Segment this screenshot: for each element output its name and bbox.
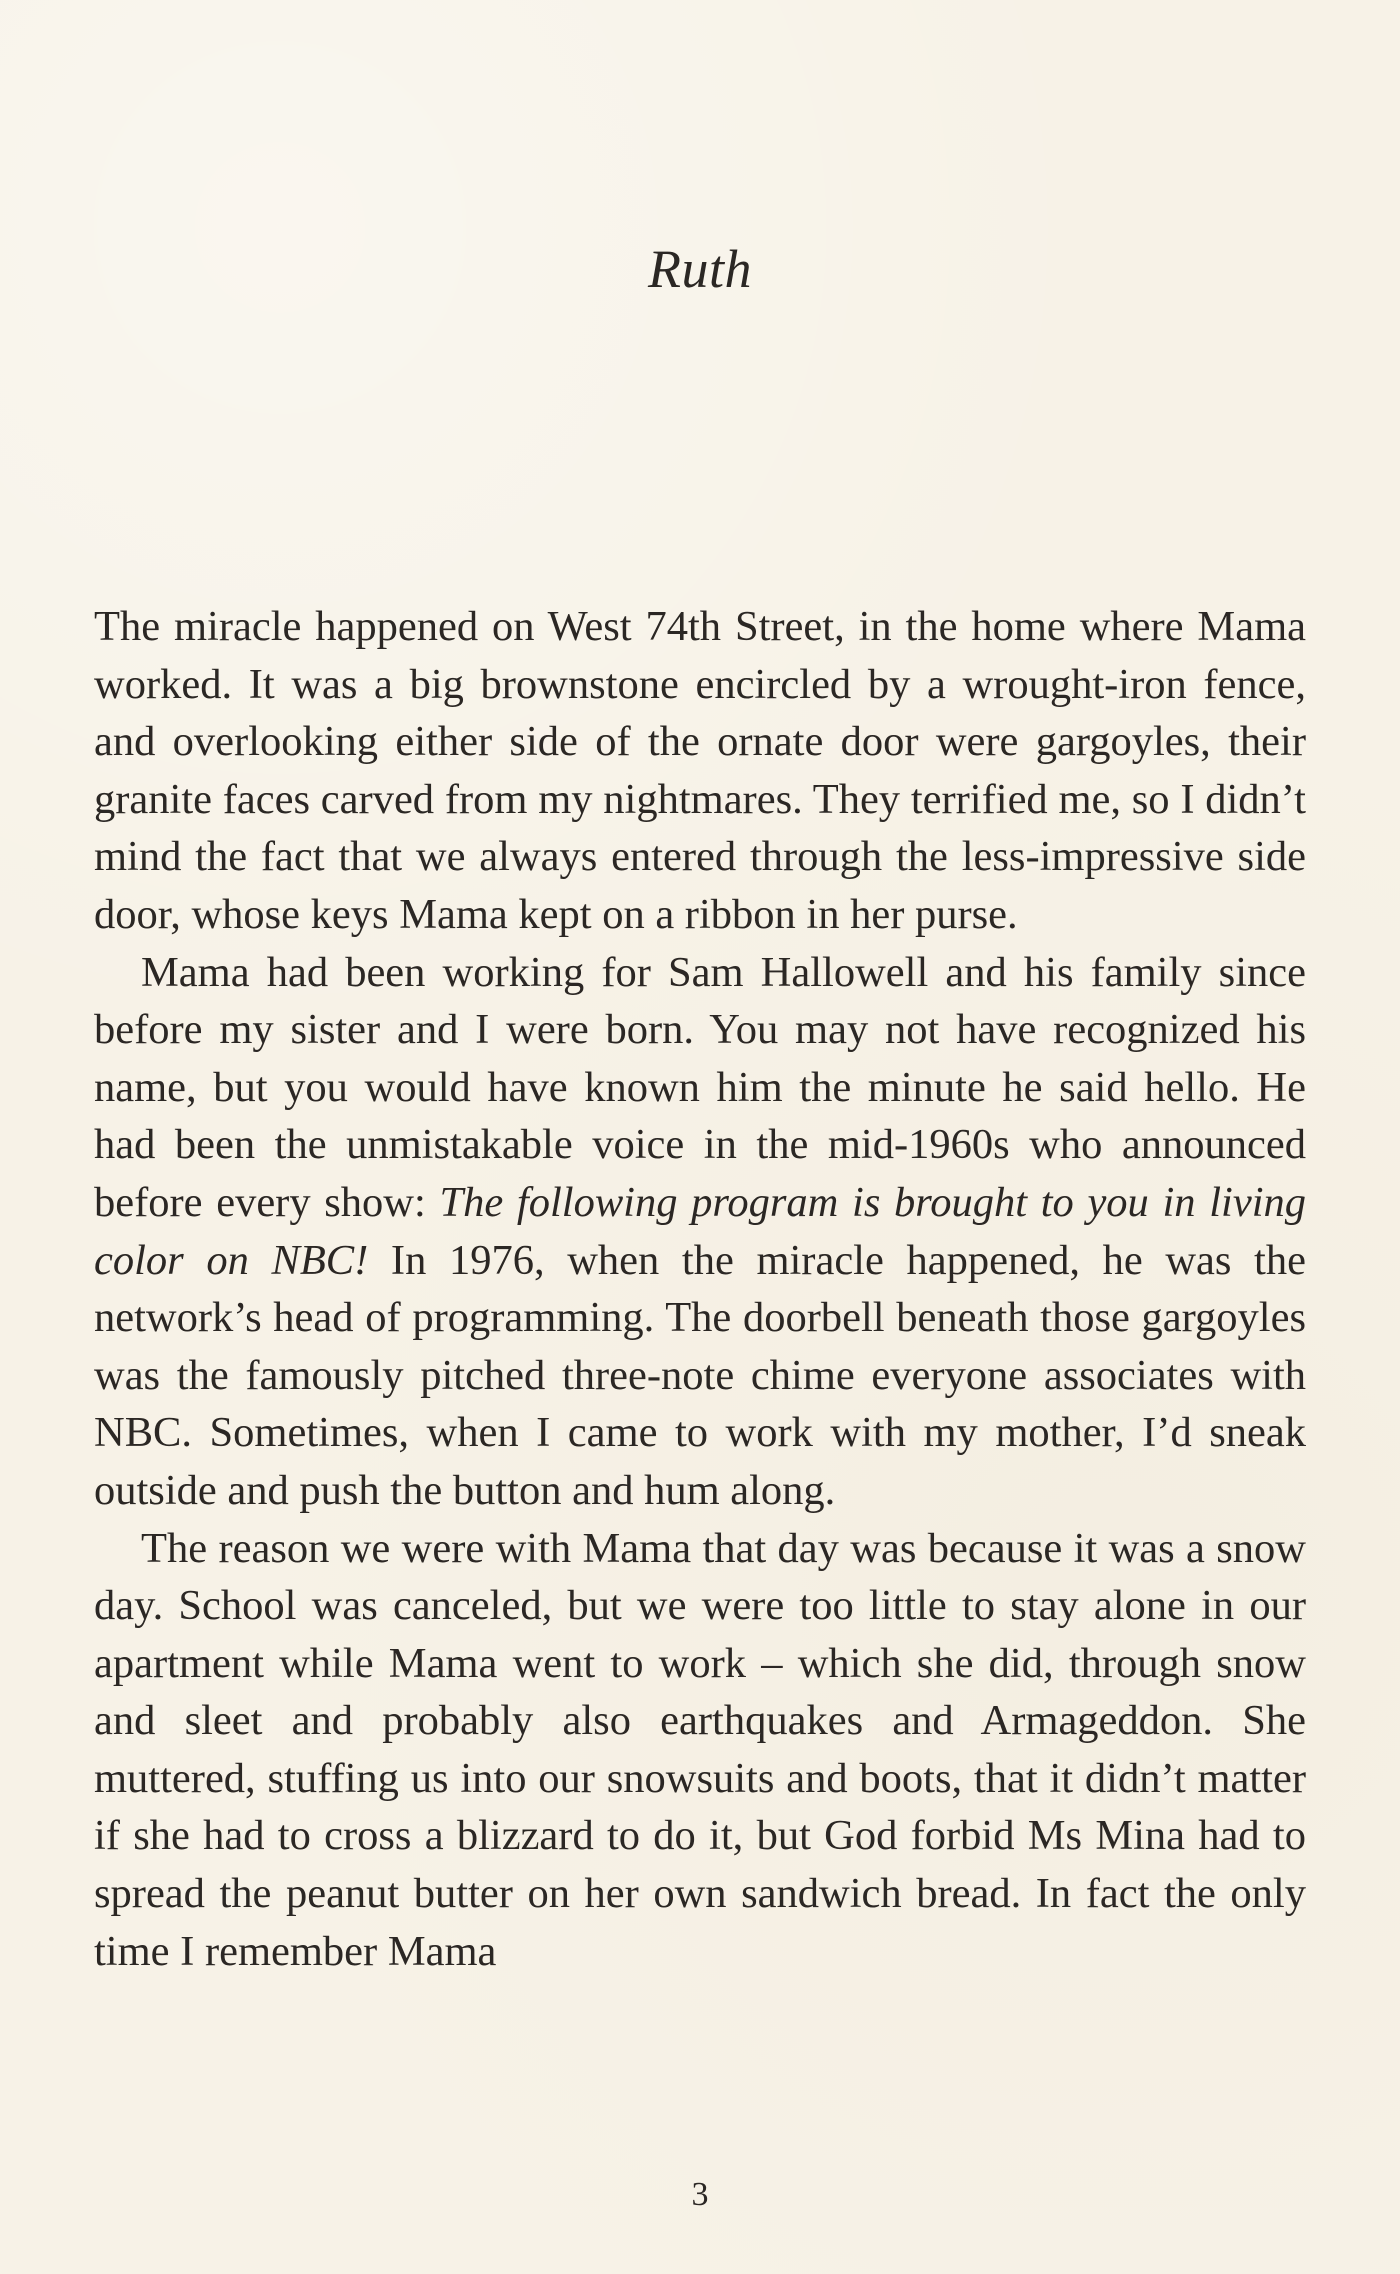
paragraph-2-tail: In 1976, when the miracle happened, he was the network’s head of programming. The doorbell beneath those gargoyles was the famously pitched three-note chime everyone associates with NBC. Sometimes, when I came to work with my mother, I’d sneak outside and push the button and hum along. (94, 1236, 1306, 1514)
paragraph-3: The reason we were with Mama that day was because it was a snow day. School was canceled, but we were too little to stay alone in our apartment while Mama went to work – which she did, through snow and sleet and probably also earthquakes and Armageddon. She muttered, stuffing us into our snowsuits and boots, that it didn’t matter if she had to cross a blizzard to do it, but God forbid Ms Mina had to spread the peanut butter on her own sandwich bread. In fact the only time I remember Mama (94, 1524, 1306, 1975)
paragraph-2 (94, 944, 1306, 1520)
paragraph-2-emphasis: The following program is brought to you in living color on NBC! (94, 1178, 1306, 1284)
paragraph-2-lead: Mama had been working for Sam Hallowell and his family since before my sister and I were born. You may not have recognized his name, but you would have known him the minute he said hello. He had been the unmistakable voice in the mid-1960s who announced before every show: (94, 948, 1306, 1226)
chapter-body (94, 598, 1306, 1980)
paragraph-1: The miracle happened on West 74th Street, in the home where Mama worked. It was a big brownstone encircled by a wrought-iron fence, and overlooking either side of the ornate door were gargoyles, their granite faces carved from my nightmares. They terrified me, so I didn’t mind the fact that we always entered through the less-impressive side door, whose keys Mama kept on a ribbon in her purse. (94, 603, 1306, 938)
page-number: 3 (691, 2176, 709, 2213)
chapter-title: Ruth (648, 239, 752, 299)
